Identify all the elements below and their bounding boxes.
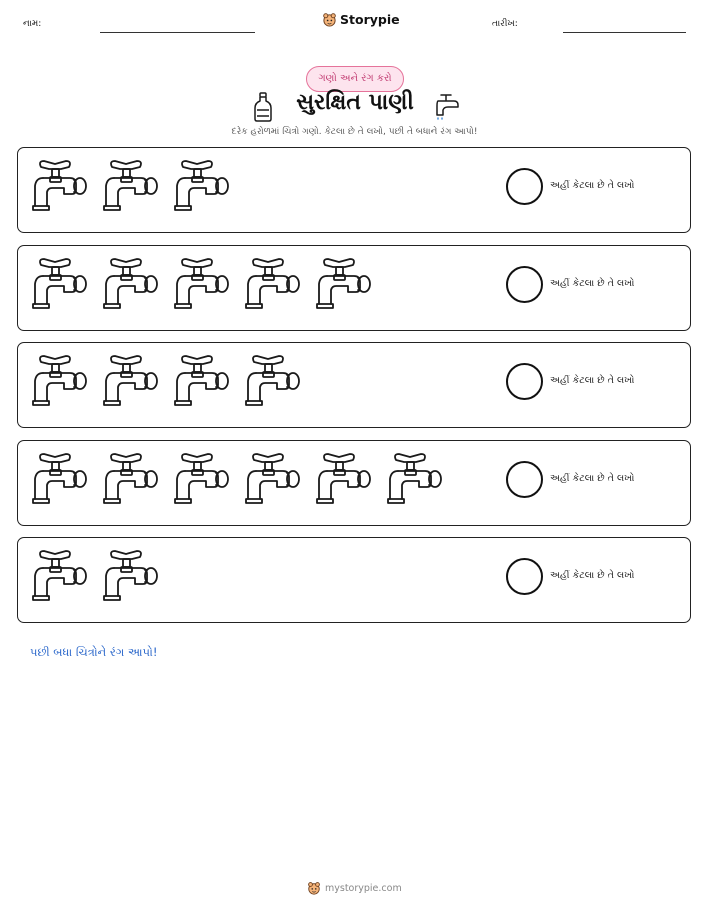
faucet-icon	[101, 546, 159, 608]
faucet-icon	[385, 449, 443, 511]
date-label: તારીખ:	[492, 19, 518, 29]
site-url: mystorypie.com	[325, 882, 402, 894]
faucet-icon	[101, 351, 159, 413]
name-field-line[interactable]	[100, 32, 255, 33]
brand-name: Storypie	[340, 12, 400, 27]
faucet-icon	[30, 351, 88, 413]
count-row	[17, 537, 691, 623]
storypie-mascot-icon	[322, 12, 337, 27]
faucet-icon	[172, 449, 230, 511]
answer-circle[interactable]	[506, 168, 543, 205]
faucet-icon	[172, 156, 230, 218]
worksheet-title: સુરક્ષિત પાણી	[296, 90, 414, 115]
faucet-icon	[30, 254, 88, 316]
answer-label: અહીં કેટલા છે તે લખો	[550, 473, 635, 484]
count-row	[17, 342, 691, 428]
answer-circle[interactable]	[506, 363, 543, 400]
answer-circle[interactable]	[506, 266, 543, 303]
faucet-icon	[314, 449, 372, 511]
site-footer	[307, 881, 402, 895]
answer-circle[interactable]	[506, 558, 543, 595]
answer-label: અહીં કેટલા છે તે લખો	[550, 278, 635, 289]
answer-label: અહીં કેટલા છે તે લખો	[550, 180, 635, 191]
faucet-icon	[172, 351, 230, 413]
faucet-icon	[172, 254, 230, 316]
faucet-icon	[30, 449, 88, 511]
faucet-icon	[314, 254, 372, 316]
bottle-icon	[253, 92, 273, 122]
faucet-icon	[101, 254, 159, 316]
faucet-icon	[30, 546, 88, 608]
footer-note: પછી બધા ચિત્રોને રંગ આપો!	[30, 645, 158, 659]
count-row	[17, 440, 691, 526]
brand-logo	[322, 12, 400, 27]
answer-label: અહીં કેટલા છે તે લખો	[550, 570, 635, 581]
activity-badge: ગણો અને રંગ કરો	[306, 66, 404, 92]
count-row	[17, 245, 691, 331]
faucet-icon	[243, 254, 301, 316]
date-field-line[interactable]	[563, 32, 686, 33]
answer-circle[interactable]	[506, 461, 543, 498]
faucet-icon	[243, 351, 301, 413]
faucet-icon	[101, 449, 159, 511]
faucet-icon	[101, 156, 159, 218]
storypie-mascot-icon	[307, 881, 321, 895]
count-row	[17, 147, 691, 233]
answer-label: અહીં કેટલા છે તે લખો	[550, 375, 635, 386]
instructions: દરેક હરોળમાં ચિત્રો ગણો. કેટલા છે તે લખો, પછી તે બધાને રંગ આપો!	[231, 127, 478, 137]
name-label: નામ:	[23, 19, 42, 29]
tap-icon	[432, 92, 462, 120]
faucet-icon	[243, 449, 301, 511]
faucet-icon	[30, 156, 88, 218]
